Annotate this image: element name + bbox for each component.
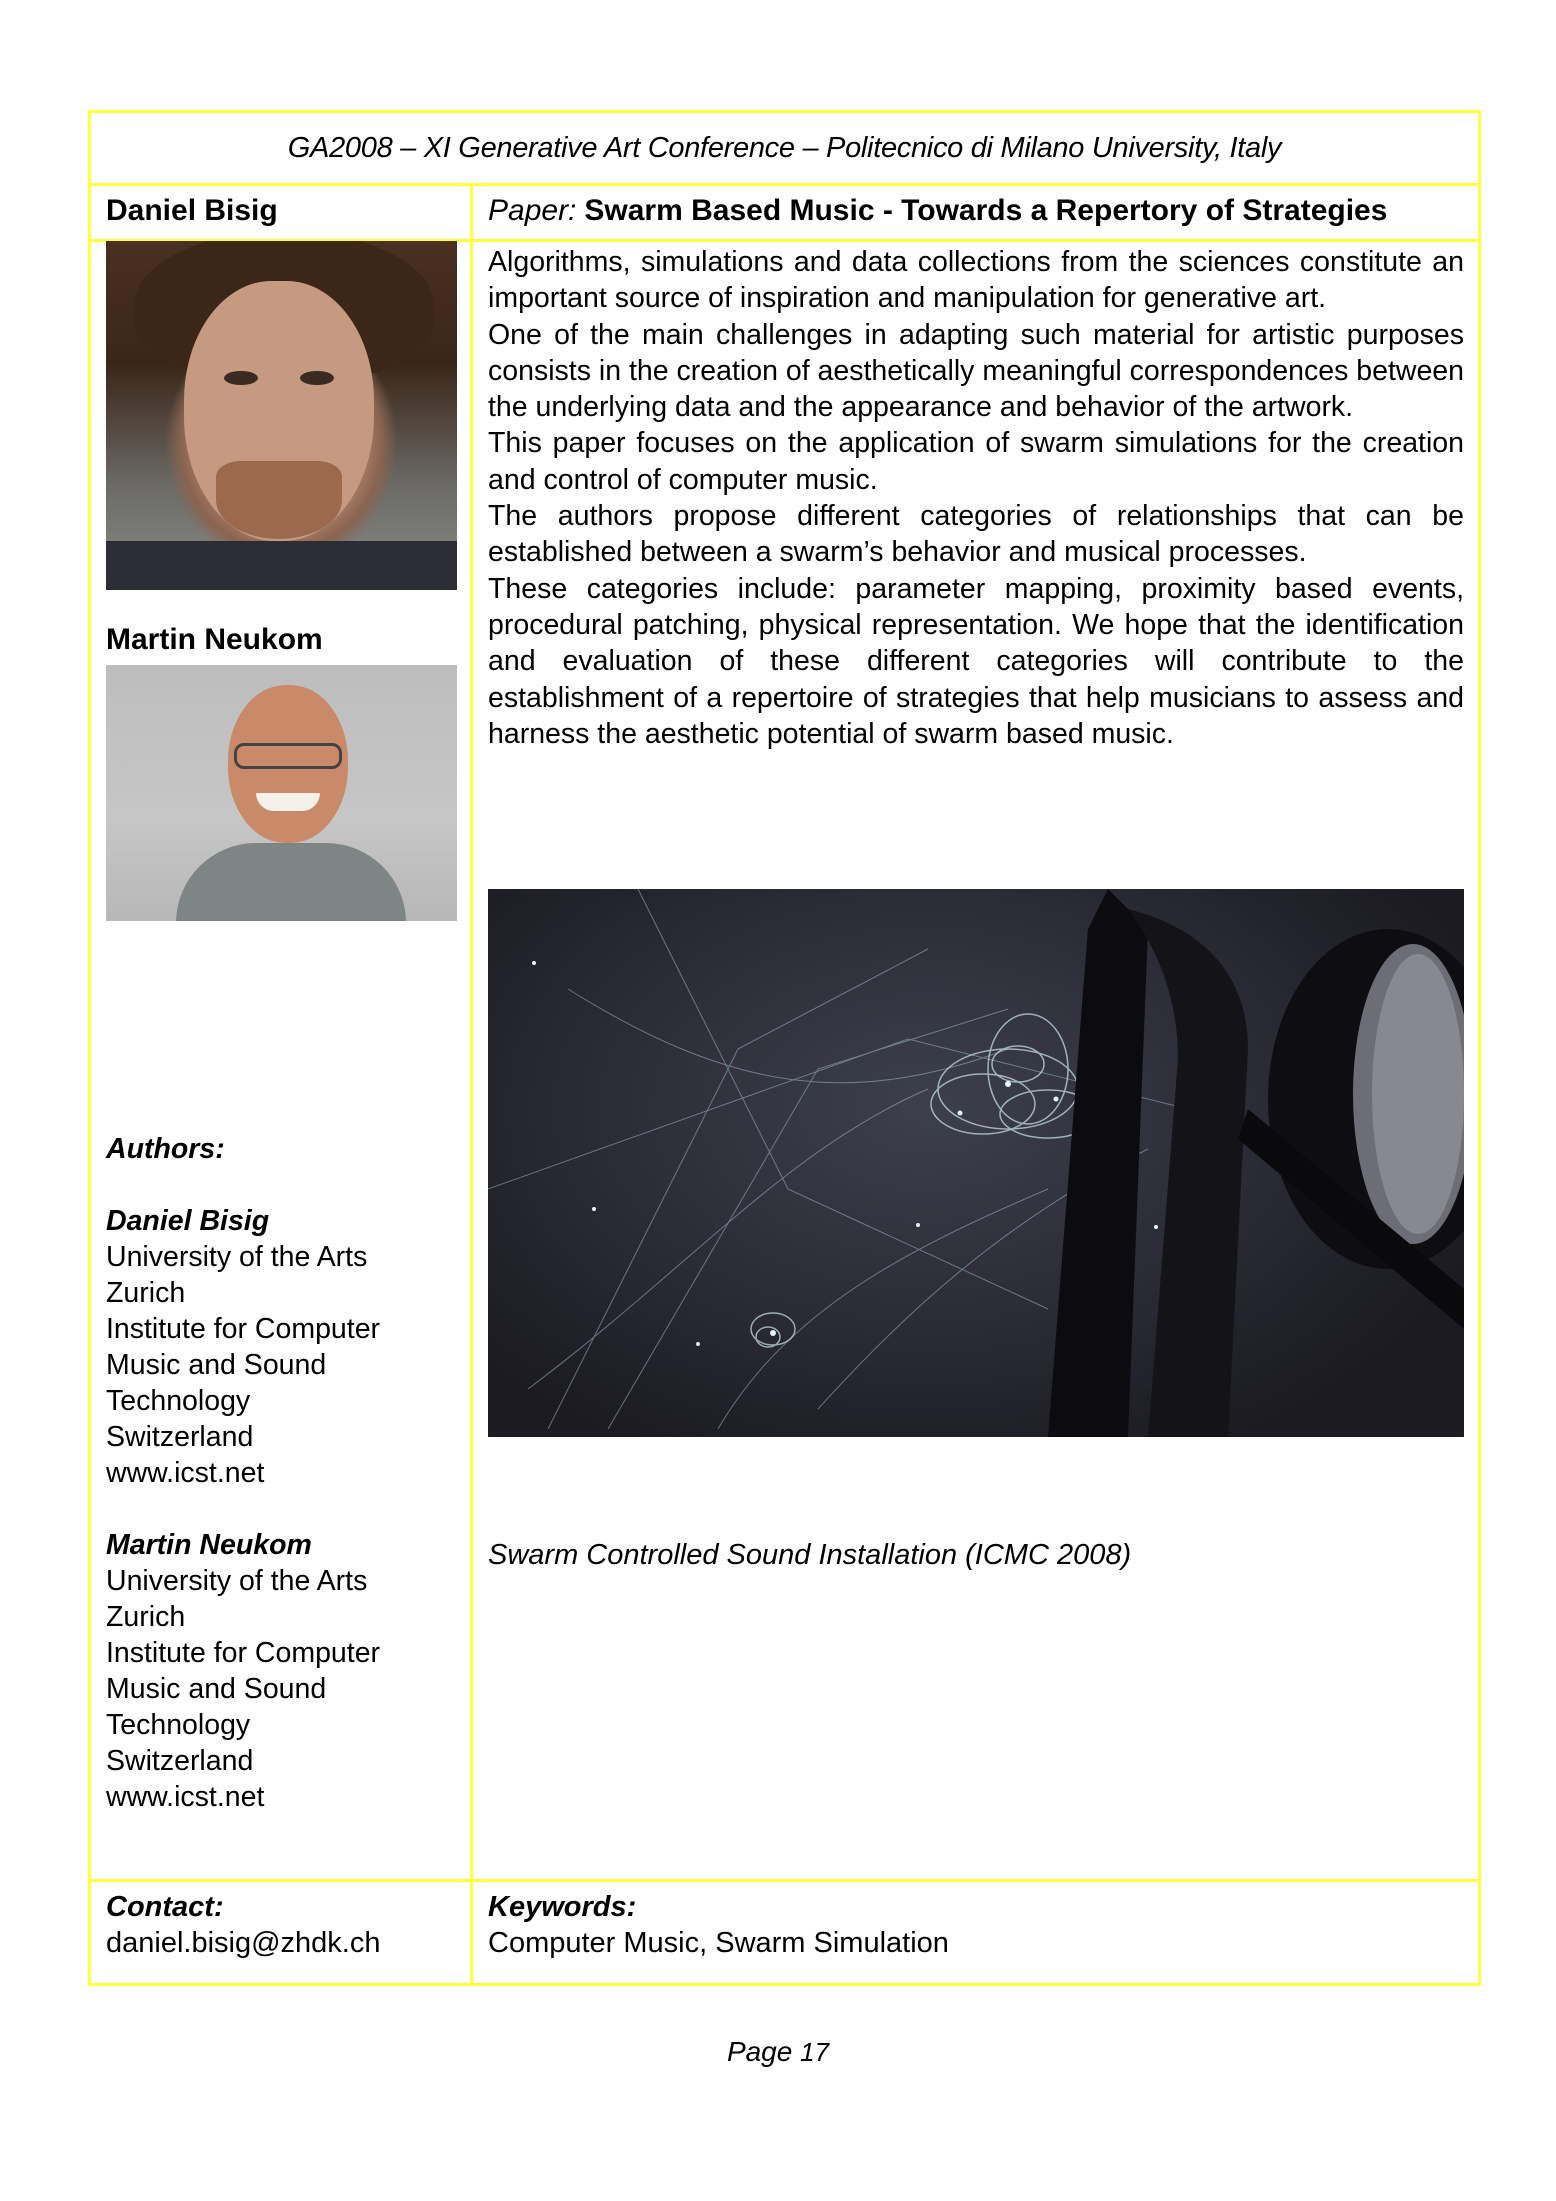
keywords-text: Computer Music, Swarm Simulation bbox=[488, 1927, 949, 1959]
author-photo-neukom bbox=[106, 665, 457, 921]
author1-name: Daniel Bisig bbox=[106, 1205, 270, 1237]
contact-section bbox=[106, 1889, 380, 1961]
paper-label: Paper: bbox=[488, 194, 577, 227]
abstract-paragraph: These categories include: parameter mapping, proximity based events, procedural patching, physical representation. We hope that the identification and evaluation of these different categories will contribute to the establishment of a repertoire of strategies that help musicians to assess and harness the aesthetic potential of swarm based music. bbox=[488, 572, 1464, 750]
divider bbox=[91, 1879, 1478, 1882]
author-name-bisig: Daniel Bisig bbox=[106, 194, 278, 227]
contact-label: Contact: bbox=[106, 1891, 224, 1923]
paper-title-text: Swarm Based Music - Towards a Repertory of Strategies bbox=[584, 194, 1388, 227]
abstract-paragraph: One of the main challenges in adapting such material for artistic purposes consists in the creation of aesthetically meaningful correspondences between the underlying data and the appearance and behavior of the artwork. bbox=[488, 318, 1464, 424]
author2-affiliation: University of the Arts bbox=[106, 1565, 368, 1597]
author2-affiliation: Switzerland bbox=[106, 1745, 254, 1777]
paper-card bbox=[88, 110, 1481, 1986]
author2-name: Martin Neukom bbox=[106, 1529, 312, 1561]
author2-affiliation: Institute for Computer bbox=[106, 1637, 381, 1669]
contact-email[interactable]: daniel.bisig@zhdk.ch bbox=[106, 1927, 381, 1959]
swarm-installation-photo bbox=[488, 889, 1464, 1437]
keywords-section bbox=[488, 1889, 949, 1961]
abstract bbox=[488, 244, 1464, 752]
keywords-label: Keywords: bbox=[488, 1891, 637, 1923]
swarm-trails bbox=[488, 889, 1464, 1437]
page-number bbox=[0, 2036, 1556, 2068]
author1-affiliation: Music and Sound bbox=[106, 1349, 327, 1381]
abstract-paragraph: Algorithms, simulations and data collections from the sciences constitute an important source of inspiration and manipulation for generative art. bbox=[488, 246, 1464, 315]
page-label: Page bbox=[726, 2036, 793, 2067]
author1-affiliation: Technology bbox=[106, 1385, 251, 1417]
paper-title bbox=[488, 183, 1387, 239]
conference-header: GA2008 – XI Generative Art Conference – Politecnico di Milano University, Italy bbox=[287, 131, 1282, 164]
author1-affiliation: Zurich bbox=[106, 1277, 186, 1309]
author1-affiliation: Institute for Computer bbox=[106, 1313, 381, 1345]
author1-affiliation: Switzerland bbox=[106, 1421, 254, 1453]
author2-affiliation: Music and Sound bbox=[106, 1673, 327, 1705]
authors-block bbox=[106, 1131, 466, 1815]
author1-affiliation: University of the Arts bbox=[106, 1241, 368, 1273]
author-photo-bisig bbox=[106, 241, 457, 590]
author1-website[interactable]: www.icst.net bbox=[106, 1457, 265, 1489]
page-number-value: 17 bbox=[800, 2037, 830, 2067]
author2-affiliation: Technology bbox=[106, 1709, 251, 1741]
author2-website[interactable]: www.icst.net bbox=[106, 1781, 265, 1813]
column-divider bbox=[470, 183, 473, 1986]
abstract-paragraph: The authors propose different categories of relationships that can be established between a swarm’s behavior and musical processes. bbox=[488, 500, 1464, 569]
abstract-paragraph: This paper focuses on the application of swarm simulations for the creation and control of computer music. bbox=[488, 427, 1464, 496]
figure-caption: Swarm Controlled Sound Installation (ICMC 2008) bbox=[488, 1539, 1132, 1571]
authors-label: Authors: bbox=[106, 1133, 225, 1165]
author-name-neukom: Martin Neukom bbox=[106, 623, 323, 656]
author2-affiliation: Zurich bbox=[106, 1601, 186, 1633]
